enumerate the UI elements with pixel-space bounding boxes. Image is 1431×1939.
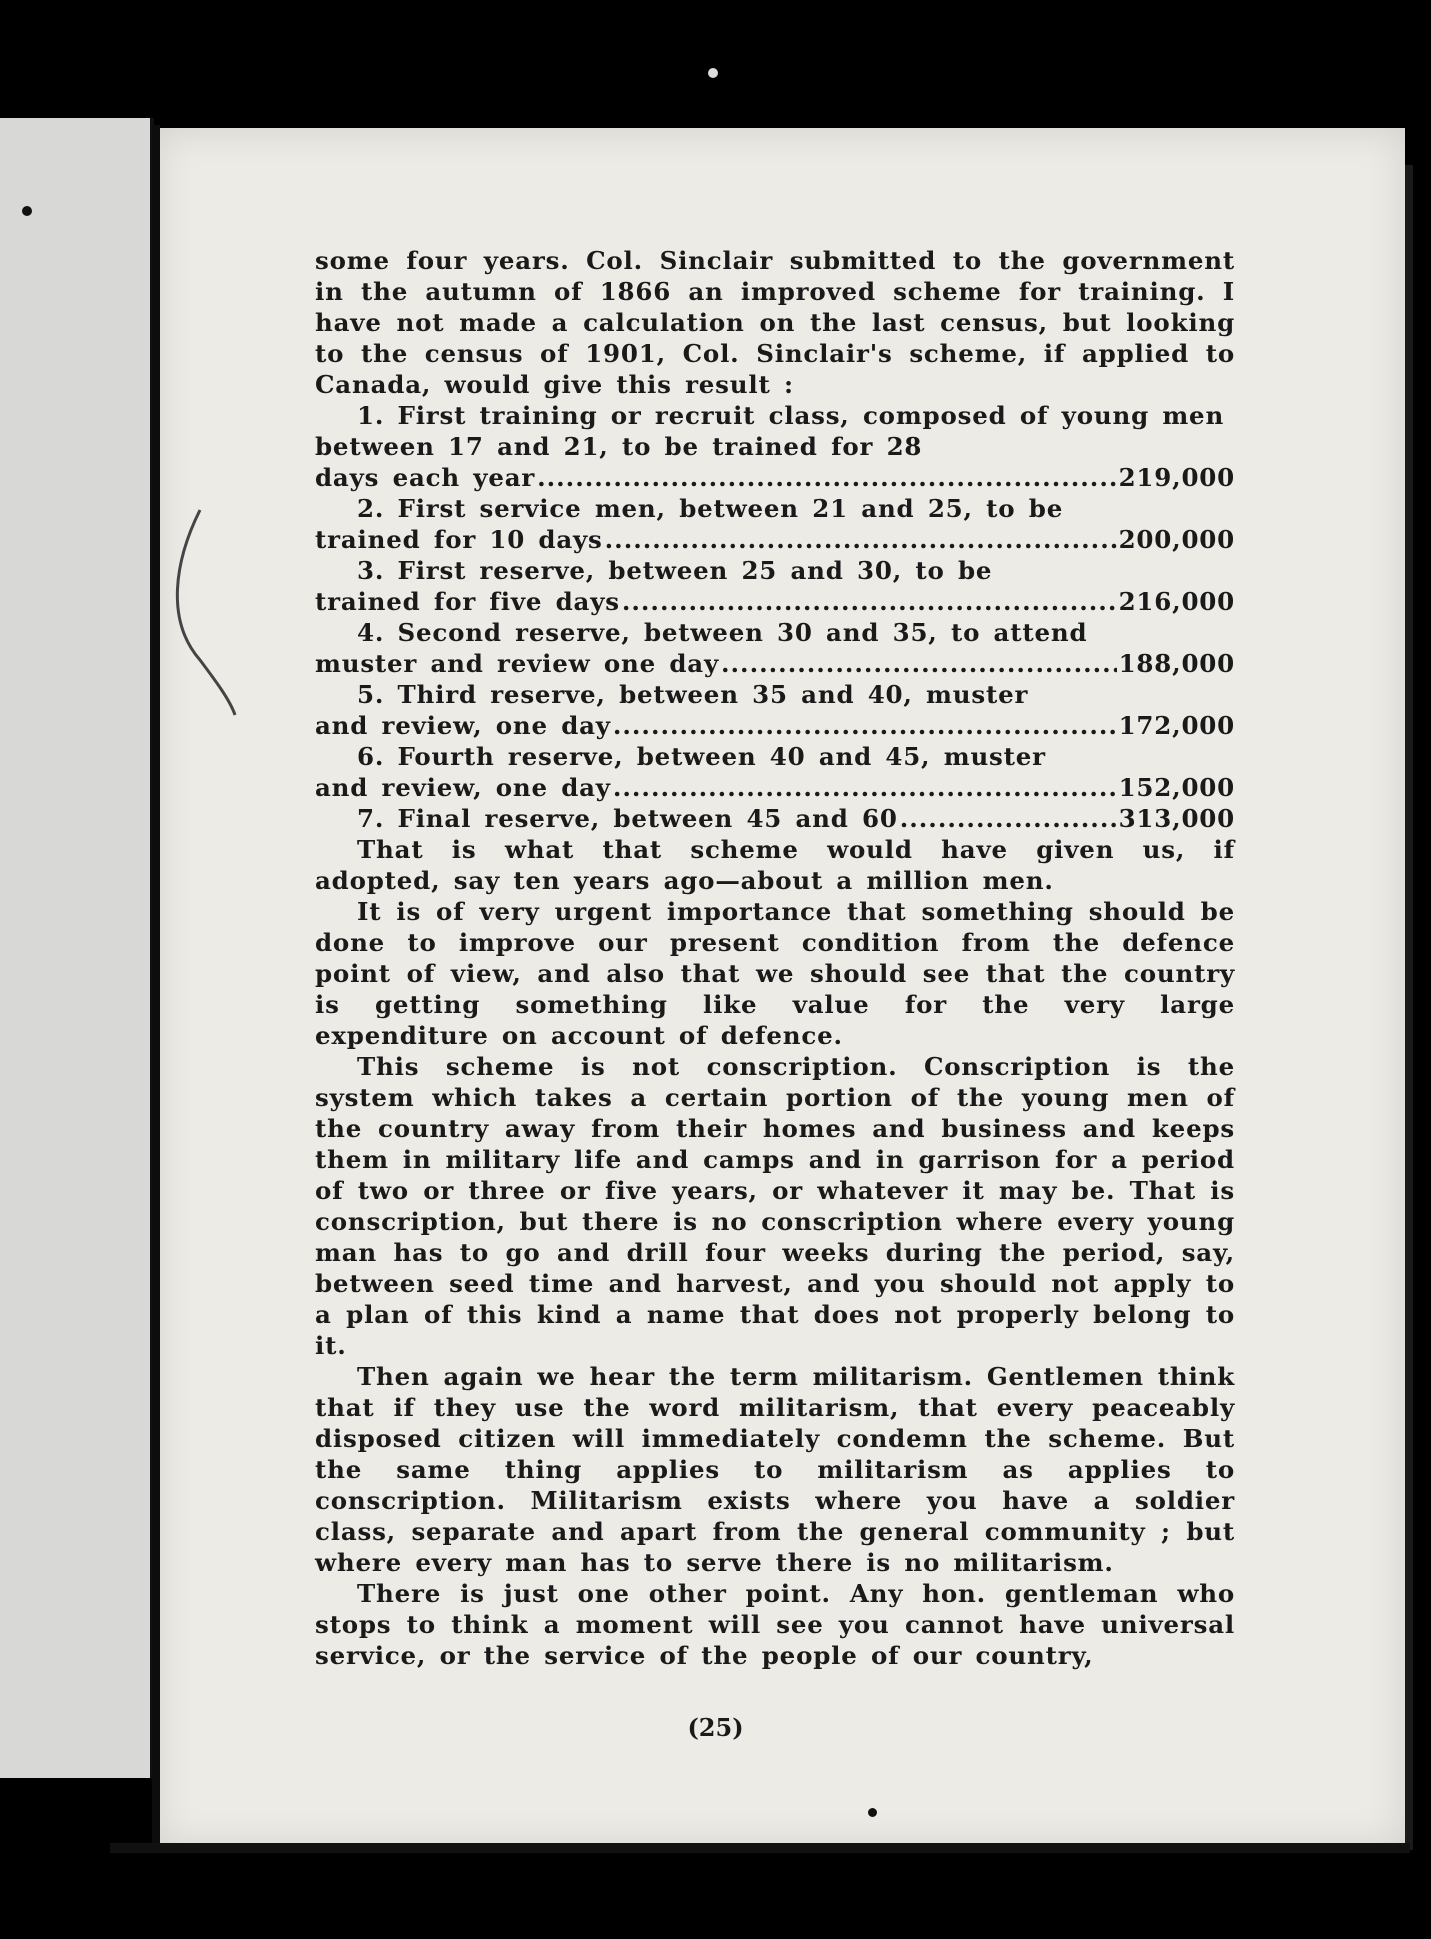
scan-speck [22, 206, 32, 216]
list-item-amount: 188,000 [1118, 649, 1235, 678]
dot-leader [900, 803, 1117, 834]
margin-pencil-mark [160, 500, 240, 720]
list-item [315, 803, 1235, 834]
list-item [315, 555, 1235, 617]
list-item-text: 1. First training or recruit class, composed of young men between 17 and 21, to be trained for 28 [315, 401, 1225, 461]
paragraph-militarism: Then again we hear the term militarism. Gentlemen think that if they use the word militarism, that every peaceably disposed citizen will immediately condemn the scheme. But the same thing applies to militarism as applies to conscription. Militarism exists where you have a soldier class, separate and apart from the general community ; but where every man has to serve there is no militarism. [315, 1362, 1235, 1577]
list-item-amount: 219,000 [1118, 463, 1235, 492]
list-item-text: 3. First reserve, between 25 and 30, to be [357, 556, 993, 585]
dot-leader [613, 772, 1117, 803]
list-item [315, 741, 1235, 803]
list-item-lead: trained for 10 days [315, 525, 603, 554]
scan-speck [708, 68, 718, 78]
paragraph-result: That is what that scheme would have given us, if adopted, say ten years ago—about a million men. [315, 835, 1235, 895]
dot-leader [537, 462, 1116, 493]
dot-leader [605, 524, 1117, 555]
paragraph-conscription: This scheme is not conscription. Conscription is the system which takes a certain portion of the young men of the country away from their homes and business and keeps them in military life and camps and in garrison for a period of two or three or five years, or whatever it may be. That is conscription, but there is no conscription where every young man has to go and drill four weeks during the period, say, between seed time and harvest, and you should not apply to a plan of this kind a name that does not properly belong to it. [315, 1052, 1235, 1360]
dot-leader [721, 648, 1117, 679]
paragraph-urgent: It is of very urgent importance that something should be done to improve our present condition from the defence point of view, and also that we should see that the country is getting something like value for the very large expenditure on account of defence. [315, 897, 1235, 1050]
list-item-amount: 216,000 [1118, 587, 1235, 616]
list-item-lead: trained for five days [315, 587, 620, 616]
list-item-lead: and review, one day [315, 711, 611, 740]
list-item [315, 617, 1235, 679]
list-item [315, 679, 1235, 741]
list-item-amount: 172,000 [1118, 711, 1235, 740]
list-item-amount: 313,000 [1118, 804, 1235, 833]
list-item-amount: 200,000 [1118, 525, 1235, 554]
list-item-text: 4. Second reserve, between 30 and 35, to attend [357, 618, 1088, 647]
list-item-text: 5. Third reserve, between 35 and 40, muster [357, 680, 1029, 709]
list-item-text: 6. Fourth reserve, between 40 and 45, muster [357, 742, 1046, 771]
list-item-amount: 152,000 [1118, 773, 1235, 802]
binding-edge [152, 125, 160, 1845]
body-text [315, 245, 1235, 1671]
dot-leader [613, 710, 1117, 741]
page-right-edge [1405, 165, 1413, 1850]
list-item-lead: days each year [315, 463, 536, 492]
list-item-lead: muster and review one day [315, 649, 719, 678]
list-item-lead: 7. Final reserve, between 45 and 60 [357, 804, 898, 833]
page-number: (25) [687, 1713, 744, 1742]
scan-speck [868, 1808, 877, 1817]
paragraph-final: There is just one other point. Any hon. gentleman who stops to think a moment will see you cannot have universal service, or the service of the people of our country, [315, 1579, 1235, 1670]
list-item-text: 2. First service men, between 21 and 25, to be [357, 494, 1064, 523]
list-item-lead: and review, one day [315, 773, 611, 802]
list-item [315, 400, 1235, 493]
list-item [315, 493, 1235, 555]
page-bottom-edge [110, 1843, 1410, 1853]
paragraph-intro: some four years. Col. Sinclair submitted to the government in the autumn of 1866 an improved scheme for training. I have not made a calculation on the last census, but looking to the census of 1901, Col. Sinclair's scheme, if applied to Canada, would give this result : [315, 246, 1235, 399]
facing-page-fragment [0, 118, 154, 1778]
dot-leader [622, 586, 1117, 617]
